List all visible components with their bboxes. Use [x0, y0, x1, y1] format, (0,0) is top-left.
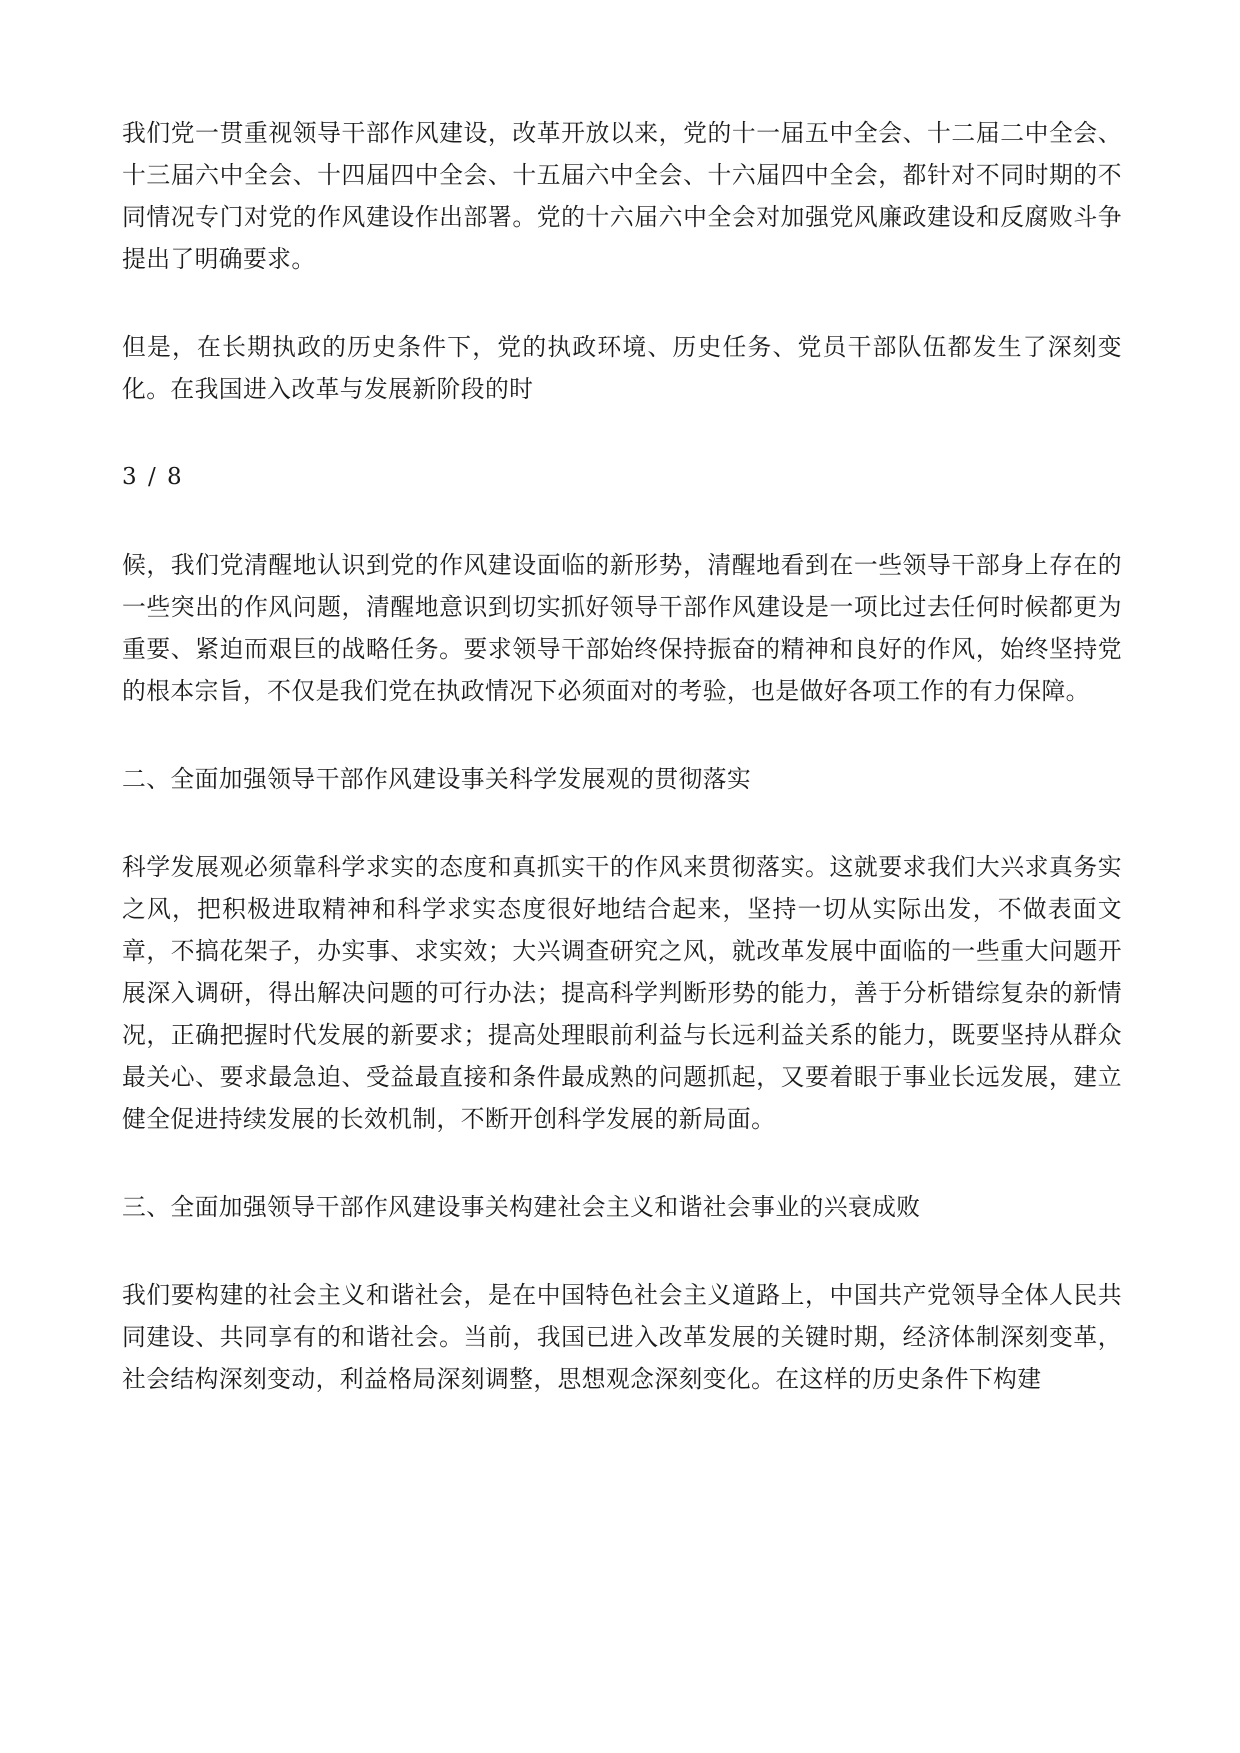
body-paragraph: 候，我们党清醒地认识到党的作风建设面临的新形势，清醒地看到在一些领导干部身上存在的一些突出的作风问题，清醒地意识到切实抓好领导干部作风建设是一项比过去任何时候都更为重要、紧迫而艰巨的战略任务。要求领导干部始终保持振奋的精神和良好的作风，始终坚持党的根本宗旨，不仅是我们党在执政情况下必须面对的考验，也是做好各项工作的有力保障。 — [122, 551, 1122, 705]
section-heading: 二、全面加强领导干部作风建设事关科学发展观的贯彻落实 — [122, 765, 752, 793]
section-heading: 三、全面加强领导干部作风建设事关构建社会主义和谐社会事业的兴衰成败 — [122, 1193, 921, 1221]
body-paragraph: 但是，在长期执政的历史条件下，党的执政环境、历史任务、党员干部队伍都发生了深刻变化。在我国进入改革与发展新阶段的时 — [122, 333, 1122, 403]
body-paragraph: 科学发展观必须靠科学求实的态度和真抓实干的作风来贯彻落实。这就要求我们大兴求真务实之风，把积极进取精神和科学求实态度很好地结合起来，坚持一切从实际出发，不做表面文章，不搞花架子，办实事、求实效；大兴调查研究之风，就改革发展中面临的一些重大问题开展深入调研，得出解决问题的可行办法；提高科学判断形势的能力，善于分析错综复杂的新情况，正确把握时代发展的新要求；提高处理眼前利益与长远利益关系的能力，既要坚持从群众最关心、要求最急迫、受益最直接和条件最成熟的问题抓起，又要着眼于事业长远发展，建立健全促进持续发展的长效机制，不断开创科学发展的新局面。 — [122, 853, 1122, 1133]
body-paragraph: 我们要构建的社会主义和谐社会，是在中国特色社会主义道路上，中国共产党领导全体人民共同建设、共同享有的和谐社会。当前，我国已进入改革发展的关键时期，经济体制深刻变革，社会结构深刻变动，利益格局深刻调整，思想观念深刻变化。在这样的历史条件下构建 — [122, 1281, 1122, 1393]
body-paragraph: 我们党一贯重视领导干部作风建设，改革开放以来，党的十一届五中全会、十二届二中全会、十三届六中全会、十四届四中全会、十五届六中全会、十六届四中全会，都针对不同时期的不同情况专门对党的作风建设作出部署。党的十六届六中全会对加强党风廉政建设和反腐败斗争提出了明确要求。 — [122, 119, 1122, 273]
page-number: 3 / 8 — [122, 464, 184, 490]
document-page — [122, 112, 1122, 1400]
